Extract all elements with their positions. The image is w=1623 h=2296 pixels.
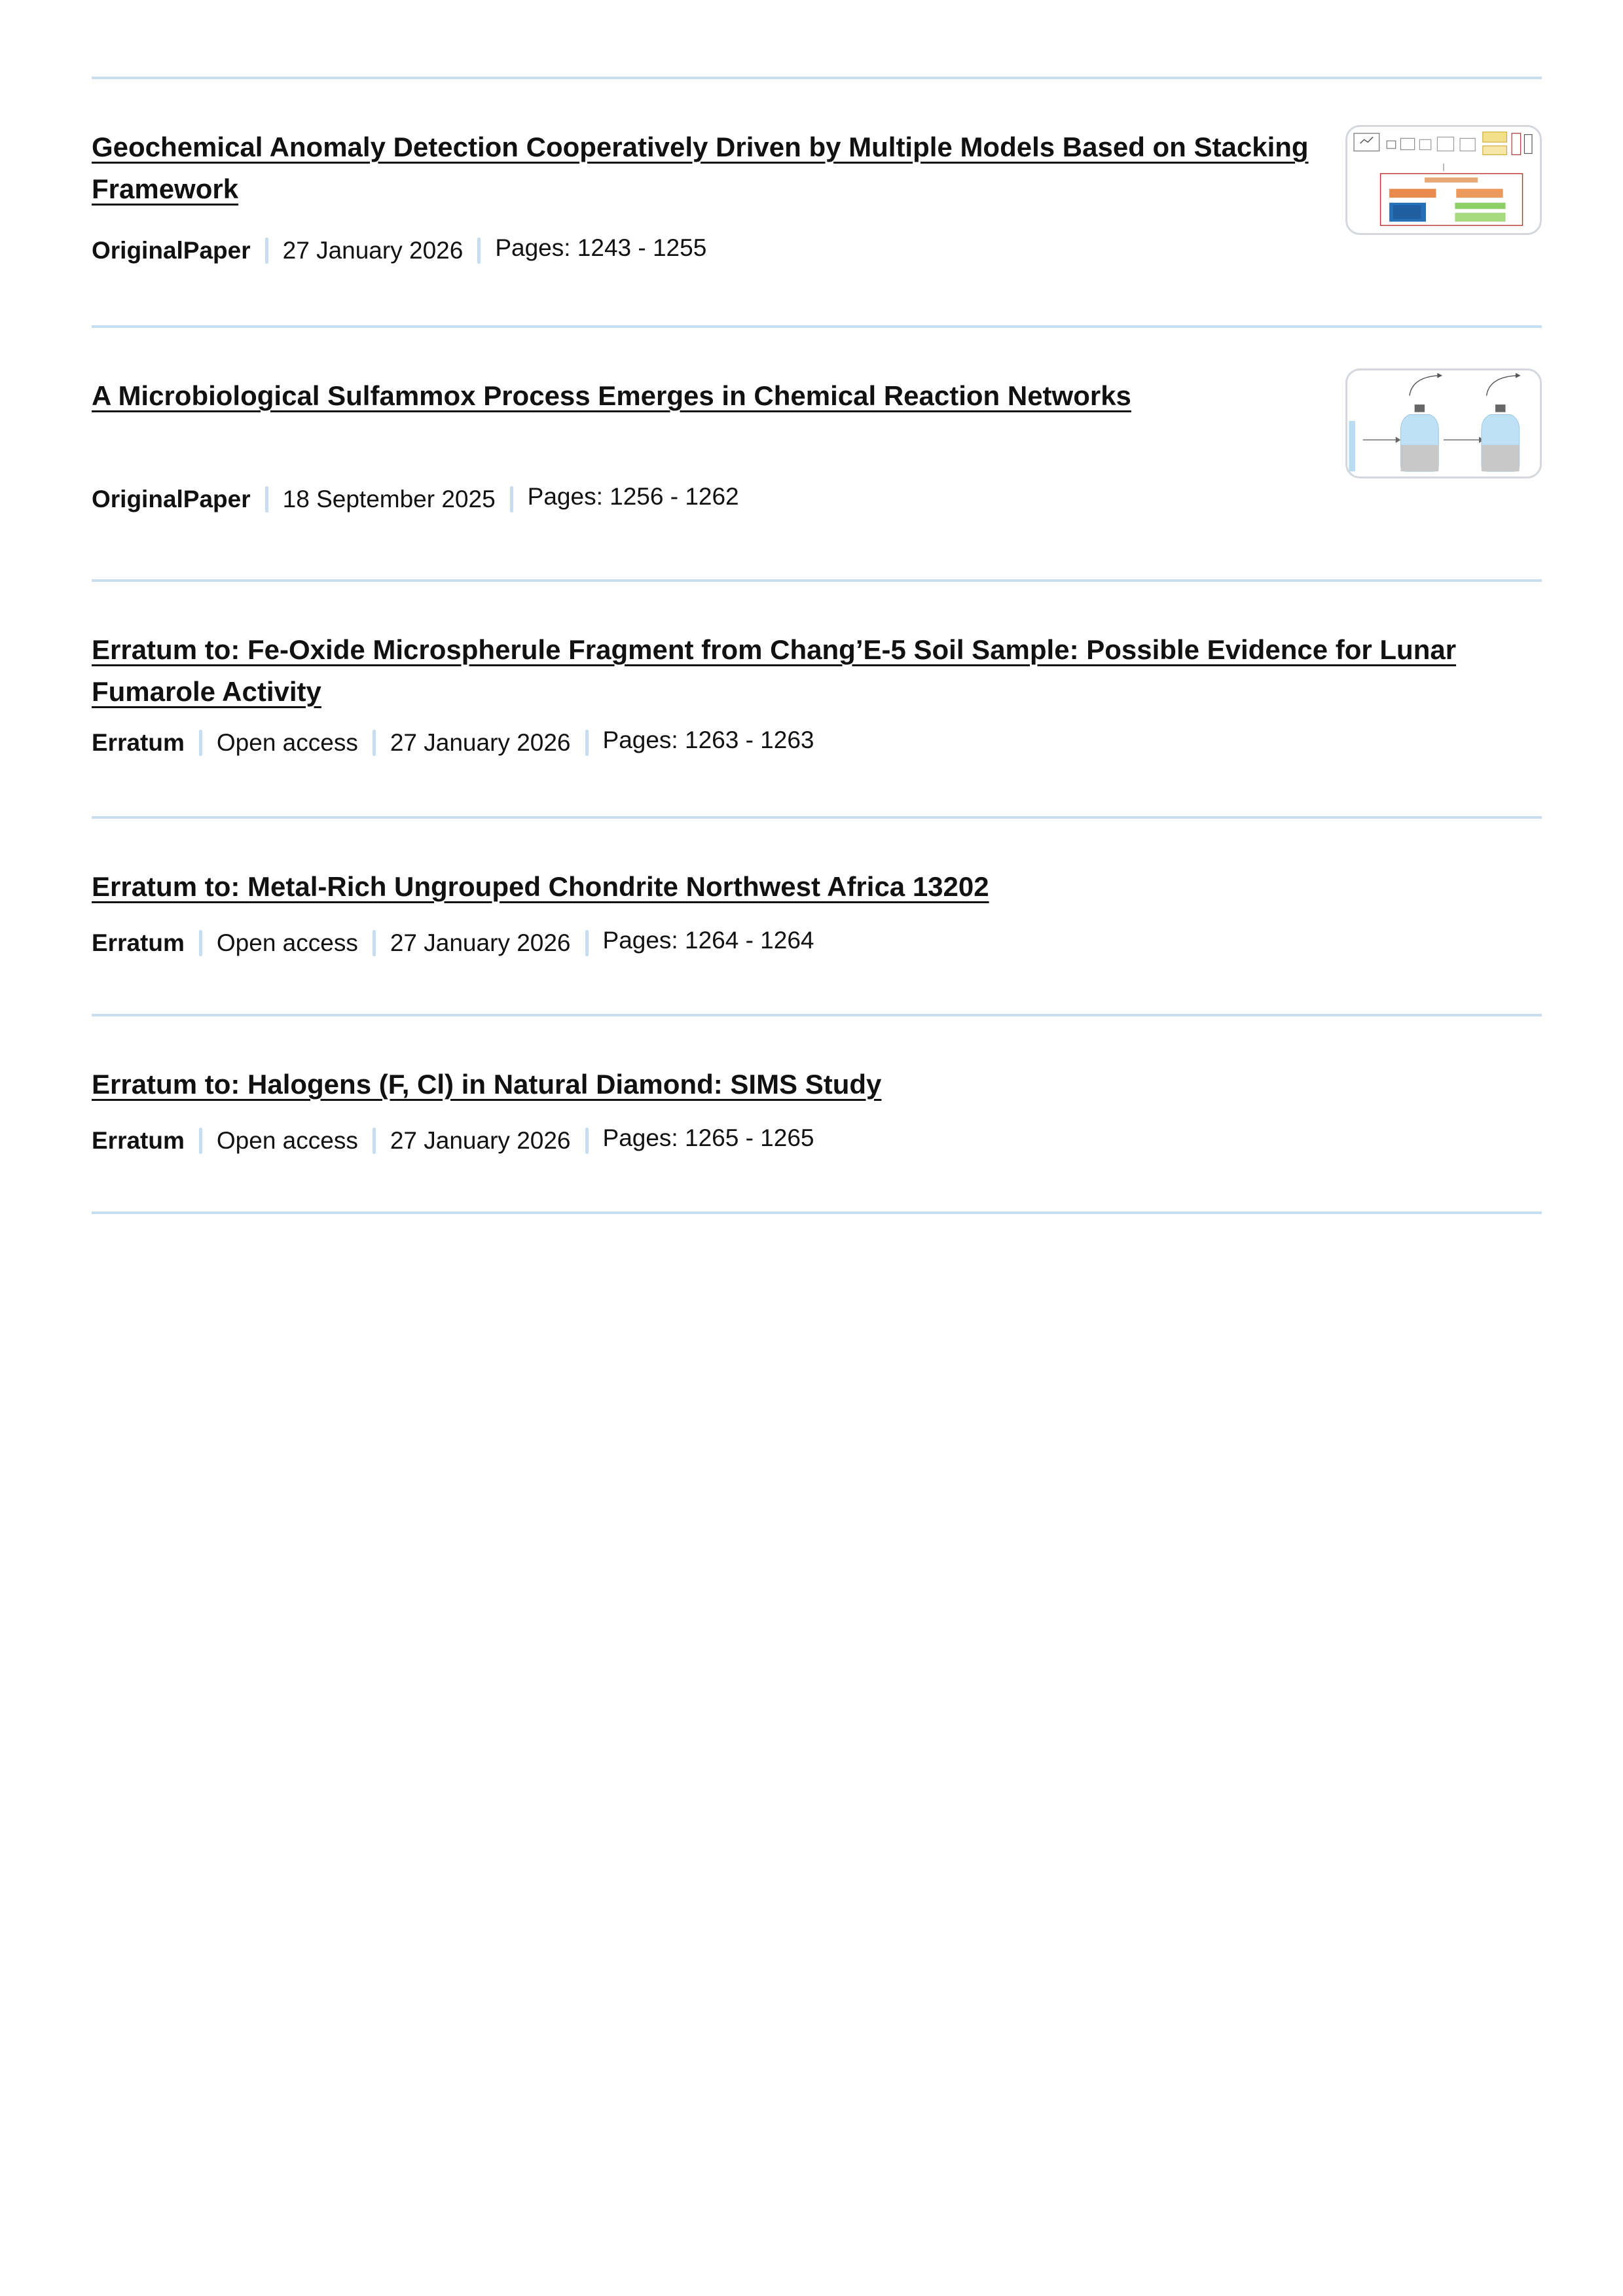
article-pages: Pages: 1256 - 1262 xyxy=(527,483,739,510)
article-item xyxy=(92,819,1542,1014)
flowchart-figure-icon xyxy=(1347,127,1540,233)
article-item xyxy=(92,328,1542,579)
article-item xyxy=(92,582,1542,816)
article-meta xyxy=(92,727,1542,759)
article-title-link[interactable]: A Microbiological Sulfammox Process Emerges in Chemical Reaction Networks xyxy=(92,380,1131,411)
article-access: Open access xyxy=(216,729,358,756)
article-thumbnail[interactable] xyxy=(1345,125,1542,235)
article-pages: Pages: 1243 - 1255 xyxy=(495,234,707,261)
article-date: 27 January 2026 xyxy=(390,1127,571,1154)
article-date: 27 January 2026 xyxy=(282,237,464,264)
meta-separator xyxy=(585,730,589,756)
article-type: Erratum xyxy=(92,729,185,756)
article-pages: Pages: 1264 - 1264 xyxy=(602,927,814,954)
article-meta xyxy=(92,927,1542,959)
article-date: 27 January 2026 xyxy=(390,929,571,956)
article-access: Open access xyxy=(216,1127,358,1154)
article-type: Erratum xyxy=(92,929,185,956)
meta-separator xyxy=(510,486,513,512)
divider xyxy=(92,1211,1542,1214)
meta-separator xyxy=(199,930,202,956)
article-meta xyxy=(92,484,1542,515)
article-pages: Pages: 1265 - 1265 xyxy=(602,1124,814,1151)
meta-separator xyxy=(585,1128,589,1154)
meta-separator xyxy=(265,486,268,512)
meta-separator xyxy=(373,1128,376,1154)
meta-separator xyxy=(373,730,376,756)
article-item xyxy=(92,79,1542,325)
article-title-link[interactable]: Erratum to: Metal-Rich Ungrouped Chondrite Northwest Africa 13202 xyxy=(92,871,989,902)
meta-separator xyxy=(477,238,481,264)
article-meta xyxy=(92,1125,1542,1157)
article-list xyxy=(92,77,1542,1214)
article-date: 18 September 2025 xyxy=(282,486,496,512)
article-date: 27 January 2026 xyxy=(390,729,571,756)
meta-separator xyxy=(265,238,268,264)
article-title-link[interactable]: Geochemical Anomaly Detection Cooperatively Driven by Multiple Models Based on Stacking Framework xyxy=(92,132,1309,204)
meta-separator xyxy=(199,730,202,756)
article-type: OriginalPaper xyxy=(92,237,251,264)
article-item xyxy=(92,1016,1542,1211)
meta-separator xyxy=(199,1128,202,1154)
article-access: Open access xyxy=(216,929,358,956)
meta-separator xyxy=(585,930,589,956)
bottle-process-figure-icon xyxy=(1347,370,1540,476)
article-thumbnail[interactable] xyxy=(1345,368,1542,478)
meta-separator xyxy=(373,930,376,956)
article-type: Erratum xyxy=(92,1127,185,1154)
article-title-link[interactable]: Erratum to: Fe-Oxide Microspherule Fragment from Chang’E-5 Soil Sample: Possible Evidence for Lunar Fumarole Activity xyxy=(92,634,1457,707)
article-title-link[interactable]: Erratum to: Halogens (F, Cl) in Natural Diamond: SIMS Study xyxy=(92,1069,882,1100)
article-meta xyxy=(92,235,1542,266)
article-pages: Pages: 1263 - 1263 xyxy=(602,726,814,753)
article-type: OriginalPaper xyxy=(92,486,251,512)
